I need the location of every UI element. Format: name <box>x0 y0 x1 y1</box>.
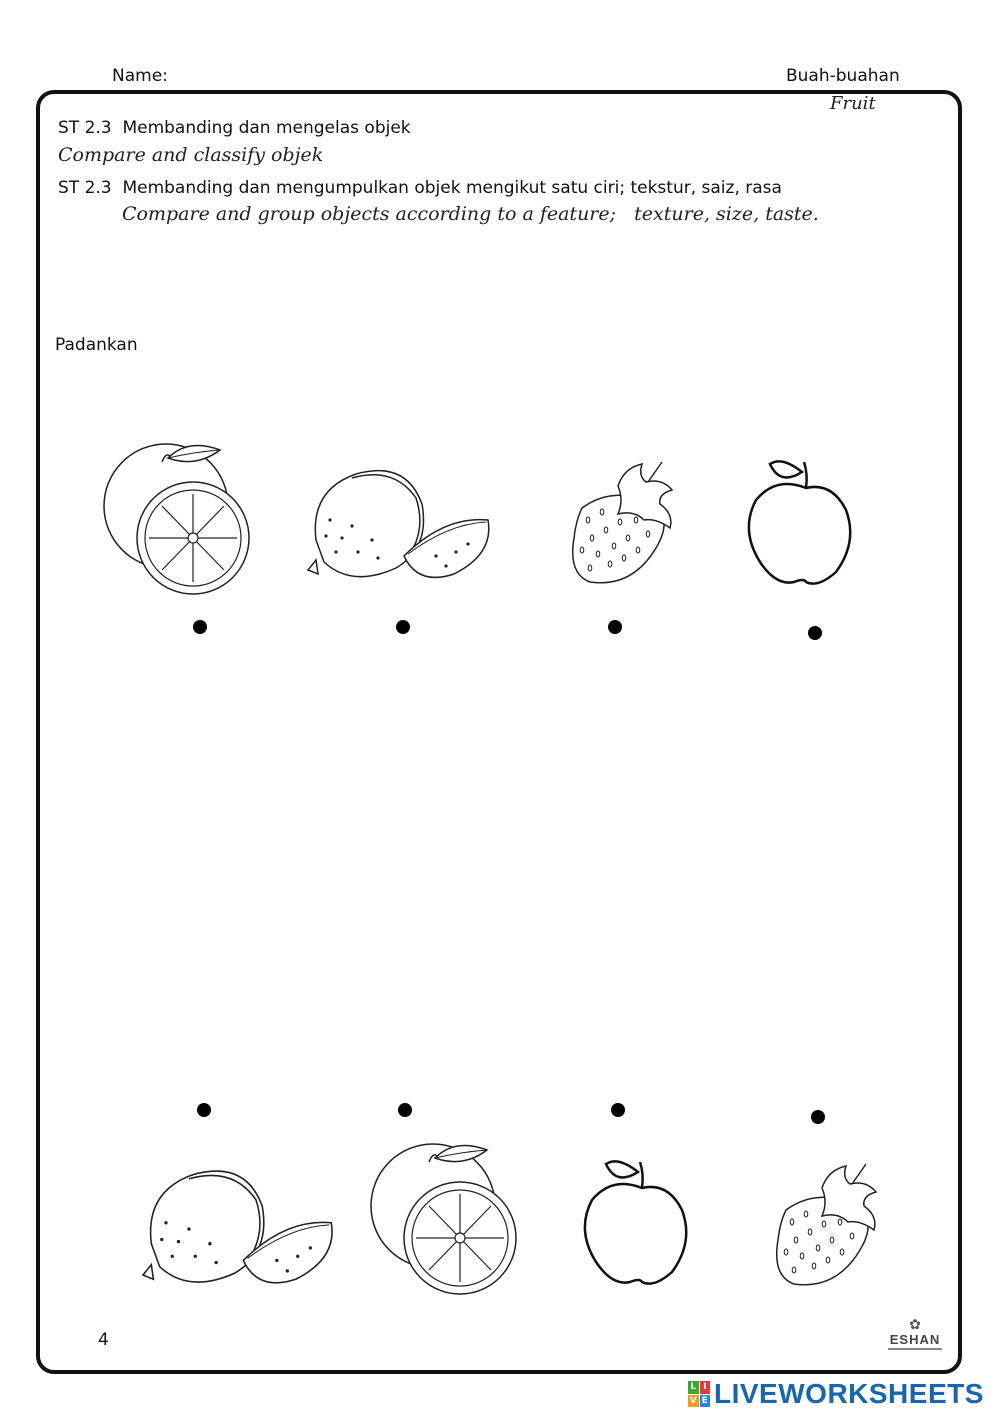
match-dot-top-2[interactable] <box>396 620 410 634</box>
page-number: 4 <box>98 1330 109 1350</box>
lychee-icon <box>130 1160 340 1296</box>
standard-1-text: Membanding dan mengelas objek <box>122 118 411 138</box>
orange-icon <box>98 436 258 596</box>
standard-2-code: ST 2.3 <box>58 178 112 198</box>
strawberry-icon <box>562 458 692 588</box>
match-dot-top-3[interactable] <box>608 620 622 634</box>
eshan-logo-text: ESHAN <box>889 1332 941 1347</box>
match-dot-top-1[interactable] <box>193 620 207 634</box>
topic-subtitle: Fruit <box>830 93 876 114</box>
standard-2-text: Membanding dan mengumpulkan objek mengikut satu ciri; tekstur, saiz, rasa <box>122 178 782 198</box>
standard-2 <box>58 178 782 198</box>
apple-icon <box>742 458 872 588</box>
liveworksheets-badge-icon: L I V E <box>688 1381 710 1407</box>
match-dot-bottom-4[interactable] <box>811 1110 825 1124</box>
match-dot-bottom-3[interactable] <box>611 1103 625 1117</box>
instruction: Padankan <box>55 335 138 355</box>
liveworksheets-wordmark: LIVEWORKSHEETS <box>714 1378 984 1409</box>
topic-title: Buah-buahan <box>786 66 900 86</box>
strawberry-icon <box>766 1160 896 1290</box>
match-dot-bottom-2[interactable] <box>398 1103 412 1117</box>
eshan-logo: ✿ ESHAN <box>880 1318 950 1350</box>
apple-icon <box>578 1158 708 1288</box>
lychee-icon <box>296 460 496 590</box>
name-label: Name: <box>112 66 168 86</box>
standard-2-translation: Compare and group objects according to a feature; texture, size, taste. <box>122 203 819 225</box>
standard-1 <box>58 118 411 138</box>
orange-icon <box>365 1136 525 1296</box>
match-dot-bottom-1[interactable] <box>197 1103 211 1117</box>
match-dot-top-4[interactable] <box>808 626 822 640</box>
standard-1-code: ST 2.3 <box>58 118 112 138</box>
standard-1-translation: Compare and classify objek <box>58 144 324 166</box>
liveworksheets-brand[interactable] <box>688 1378 984 1410</box>
